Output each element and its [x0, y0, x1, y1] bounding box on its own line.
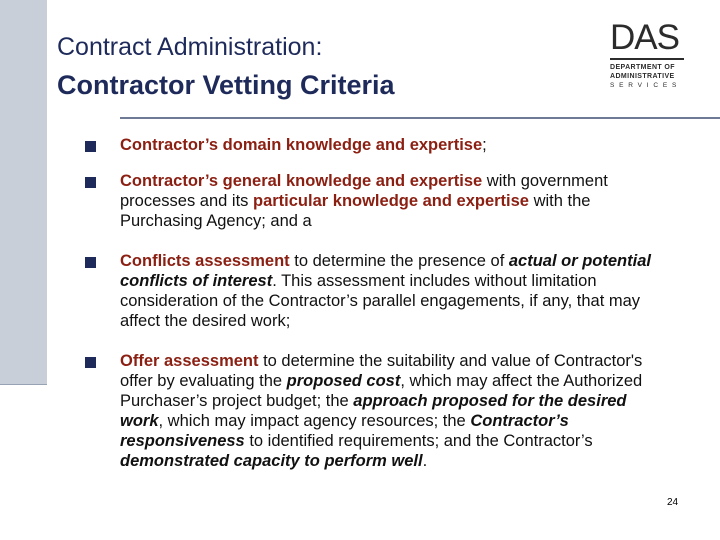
das-logo-line2: ADMINISTRATIVE	[610, 73, 675, 80]
slide-title-line1: Contract Administration:	[57, 33, 323, 61]
criteria-4-text-5: .	[422, 452, 428, 470]
criteria-1-highlight: Contractor’s domain knowledge and expertise	[120, 136, 483, 154]
das-logo-line1: DEPARTMENT OF	[610, 64, 675, 71]
criteria-4-text-1: to determine the suitability and value of Contractor's offer by evaluating the	[120, 352, 643, 390]
title-divider	[120, 117, 720, 119]
criteria-2-text-1: with government processes and its	[120, 172, 608, 210]
criteria-4-emphasis-3: Contractor’s responsiveness	[120, 412, 569, 450]
criteria-item-3	[120, 251, 660, 331]
criteria-3-emphasis: actual or potential conflicts of interest	[120, 252, 651, 290]
slide-title-line2: Contractor Vetting Criteria	[57, 70, 395, 100]
das-logo-line3: SERVICES	[610, 82, 682, 89]
das-logo-rule	[610, 58, 684, 60]
criteria-4-highlight: Offer assessment	[120, 352, 259, 370]
das-logo-wordmark: DAS	[610, 18, 679, 57]
criteria-2-highlight-1: Contractor’s general knowledge and expertise	[120, 172, 483, 190]
left-sidebar-underline	[0, 384, 47, 385]
bullet-square-icon	[85, 177, 96, 188]
bullet-square-icon	[85, 357, 96, 368]
criteria-3-text-1: to determine the presence of	[289, 252, 509, 270]
criteria-1-text: ;	[482, 136, 487, 154]
criteria-3-text-2: . This assessment includes without limitation consideration of the Contractor’s parallel engagements, if any, that may affect the desired work;	[120, 272, 641, 330]
criteria-item-2	[120, 171, 660, 231]
criteria-item-1	[120, 135, 660, 155]
bullet-square-icon	[85, 141, 96, 152]
criteria-4-emphasis-1: proposed cost	[286, 372, 401, 390]
criteria-4-text-2: , which may affect the Authorized Purchaser’s project budget; the	[120, 372, 643, 410]
bullet-square-icon	[85, 257, 96, 268]
criteria-4-text-4: to identified requirements; and the Contractor’s	[244, 432, 593, 450]
criteria-4-emphasis-2: approach proposed for the desired work	[120, 392, 627, 430]
criteria-2-text-2: with the Purchasing Agency; and a	[120, 192, 591, 230]
left-sidebar-band	[0, 0, 47, 384]
criteria-3-highlight: Conflicts assessment	[120, 252, 290, 270]
criteria-4-emphasis-4: demonstrated capacity to perform well	[120, 452, 423, 470]
criteria-item-4	[120, 351, 660, 471]
criteria-2-highlight-2: particular knowledge and expertise	[252, 192, 529, 210]
criteria-4-text-3: , which may impact agency resources; the	[158, 412, 471, 430]
das-logo	[610, 20, 690, 95]
page-number: 24	[667, 497, 679, 508]
